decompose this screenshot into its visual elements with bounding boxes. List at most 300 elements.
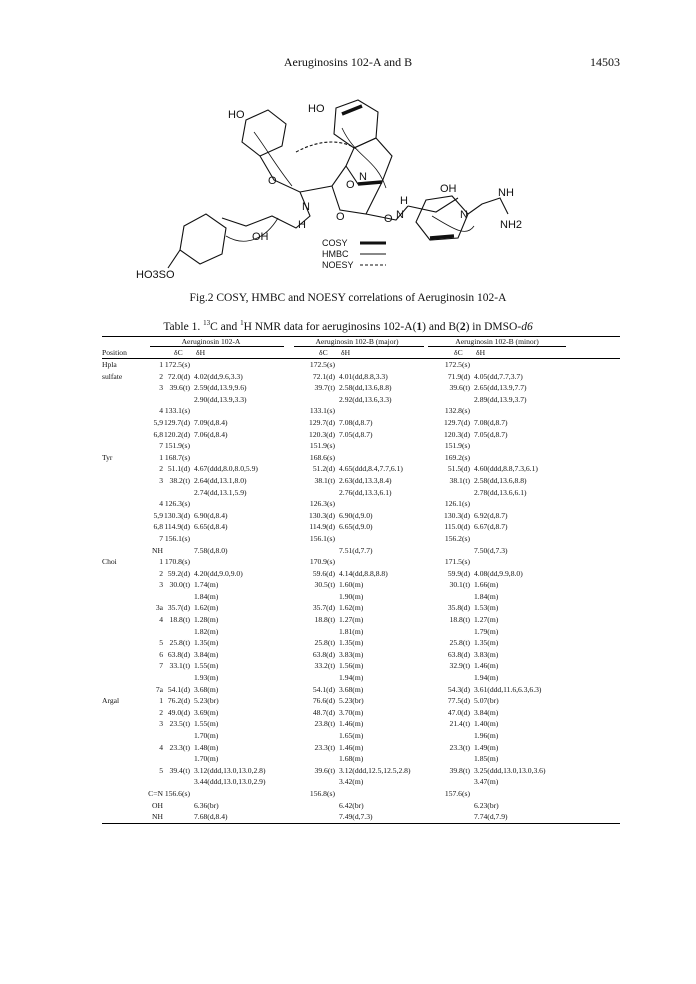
atom-n-nh1: N bbox=[302, 201, 310, 213]
cell-dc-102b-major: 33.2(t) bbox=[314, 661, 335, 671]
cell-dh-102b-minor: 5.07(br) bbox=[474, 696, 499, 706]
cell-dh-102a: 3.68(m) bbox=[194, 684, 219, 694]
group-header-102b-minor: Aeruginosin 102-B (minor) bbox=[455, 337, 539, 346]
cell-dc-102a: 59.2(d) bbox=[167, 568, 190, 578]
cell-dh-102b-major: 7.51(d,7.7) bbox=[339, 545, 373, 555]
cell-dh-102b-major: 1.46(m) bbox=[339, 742, 364, 752]
cell-dh-102b-major: 3.42(m) bbox=[339, 777, 364, 787]
cell-dc-102b-minor: 71.9(d) bbox=[447, 371, 470, 381]
cell-dh-102a: 4.20(dd,9.0,9.0) bbox=[194, 568, 243, 578]
cell-dc-102a: 133.1(s) bbox=[164, 406, 190, 416]
cell-dh-102b-major: 2.58(dd,13.6,8.8) bbox=[339, 383, 392, 393]
cell-dh-102a: 6.65(d,8.4) bbox=[194, 522, 228, 532]
cell-dh-102b-minor: 1.85(m) bbox=[474, 754, 499, 764]
cell-dh-102b-major: 1.65(m) bbox=[339, 731, 364, 740]
table-row bbox=[102, 440, 620, 452]
cell-dc-102b-minor: 39.8(t) bbox=[449, 765, 470, 775]
cell-dh-102b-major: 1.60(m) bbox=[339, 580, 364, 590]
table-row bbox=[102, 359, 620, 371]
table-bottom-rule bbox=[102, 823, 620, 824]
table-row bbox=[102, 718, 620, 730]
cell-dc-102a: 130.3(d) bbox=[164, 510, 190, 520]
cell-dc-102b-minor: 77.5(d) bbox=[447, 696, 470, 706]
cell-dc-102b-major: 114.9(d) bbox=[309, 522, 335, 532]
cell-dh-102b-minor: 1.35(m) bbox=[474, 638, 499, 648]
cell-position: 2 bbox=[159, 568, 163, 578]
cell-dh-102b-major: 7.49(d,7.3) bbox=[339, 812, 373, 822]
atom-o-4: O bbox=[384, 213, 393, 225]
table-row bbox=[102, 788, 620, 800]
cell-dh-102a: 1.70(m) bbox=[194, 754, 219, 764]
cell-dh-102b-major: 6.42(br) bbox=[339, 800, 364, 810]
header-dh-2: δH bbox=[341, 348, 351, 357]
cell-dh-102b-major: 3.68(m) bbox=[339, 684, 364, 694]
cell-dc-102b-major: 51.2(d) bbox=[312, 464, 335, 474]
atom-n-argal: N bbox=[460, 209, 468, 221]
cell-dc-102b-minor: 38.1(t) bbox=[449, 475, 470, 485]
header-position: Position bbox=[102, 348, 127, 357]
atom-ho-right: HO bbox=[308, 103, 325, 115]
atom-oh-left: OH bbox=[252, 231, 269, 243]
atom-n-pro: N bbox=[359, 171, 367, 183]
legend-hmbc-label: HMBC bbox=[322, 249, 349, 259]
cell-dh-102b-major: 3.70(m) bbox=[339, 707, 364, 717]
atom-o-3: O bbox=[336, 211, 345, 223]
cell-dc-102b-major: 129.7(d) bbox=[309, 417, 335, 427]
legend-noesy-label: NOESY bbox=[322, 260, 354, 270]
cell-dh-102a: 2.74(dd,13.1,5.9) bbox=[194, 487, 247, 497]
atom-n-nh2: N bbox=[396, 209, 404, 221]
cell-position: 5,9 bbox=[153, 417, 163, 427]
cell-dc-102b-major: 170.9(s) bbox=[309, 557, 335, 567]
cell-dc-102b-minor: 115.0(d) bbox=[444, 522, 470, 532]
table-row bbox=[102, 452, 620, 464]
cell-dh-102a: 1.84(m) bbox=[194, 591, 219, 601]
cell-position: 7 bbox=[159, 533, 163, 543]
cell-dh-102b-minor: 4.05(dd,7.7,3.7) bbox=[474, 371, 523, 381]
cell-dc-102b-minor: 157.6(s) bbox=[444, 788, 470, 798]
cell-position: 6,8 bbox=[153, 429, 163, 439]
table-row bbox=[102, 533, 620, 545]
cell-dc-102b-major: 18.8(t) bbox=[314, 615, 335, 625]
cell-dc-102b-minor: 172.5(s) bbox=[444, 360, 470, 369]
cell-position: 6,8 bbox=[153, 522, 163, 532]
cell-dc-102b-minor: 156.2(s) bbox=[444, 533, 470, 543]
sulfate-bond bbox=[168, 250, 180, 268]
cell-dh-102b-minor: 1.94(m) bbox=[474, 673, 499, 683]
cell-dh-102a: 1.82(m) bbox=[194, 626, 219, 636]
cell-dc-102a: 114.9(d) bbox=[164, 522, 190, 532]
atom-oh-right: OH bbox=[440, 183, 457, 195]
cell-dh-102b-major: 2.76(dd,13.3,6.1) bbox=[339, 487, 392, 497]
cell-dc-102a: 172.5(s) bbox=[164, 360, 190, 369]
cell-dc-102b-minor: 63.8(d) bbox=[447, 649, 470, 659]
cell-dh-102b-minor: 3.25(ddd,13.0,13.0,3.6) bbox=[474, 765, 546, 775]
table-row bbox=[102, 591, 620, 603]
cell-dh-102a: 2.64(dd,13.1,8.0) bbox=[194, 475, 247, 485]
cell-dh-102a: 1.55(m) bbox=[194, 661, 219, 671]
cell-dh-102b-minor: 1.49(m) bbox=[474, 742, 499, 752]
cell-dc-102a: 51.1(d) bbox=[167, 464, 190, 474]
cell-dc-102a: 23.3(t) bbox=[169, 742, 190, 752]
table-row bbox=[102, 521, 620, 533]
argal-chain bbox=[408, 198, 458, 212]
header-dh-1: δH bbox=[196, 348, 206, 357]
cell-position: 5,9 bbox=[153, 510, 163, 520]
cell-dh-102a: 7.09(d,8.4) bbox=[194, 417, 228, 427]
table-row bbox=[102, 405, 620, 417]
cell-dh-102a: 4.02(dd,9.6,3.3) bbox=[194, 371, 243, 381]
header-dc-3: δC bbox=[454, 348, 463, 357]
cell-dh-102b-major: 6.65(d,9.0) bbox=[339, 522, 373, 532]
cell-dh-102b-minor: 1.46(m) bbox=[474, 661, 499, 671]
cell-dc-102b-minor: 30.1(t) bbox=[449, 580, 470, 590]
cell-dc-102a: 129.7(d) bbox=[164, 417, 190, 427]
cell-dc-102b-major: 76.6(d) bbox=[312, 696, 335, 706]
table-row bbox=[102, 579, 620, 591]
cell-dc-102b-major: 23.8(t) bbox=[314, 719, 335, 729]
table-row bbox=[102, 371, 620, 383]
table-row bbox=[102, 660, 620, 672]
cell-position: 3a bbox=[155, 603, 163, 613]
cell-dh-102b-major: 6.90(d,9.0) bbox=[339, 510, 373, 520]
cell-dh-102b-major: 7.08(d,8.7) bbox=[339, 417, 373, 427]
table-sub-header bbox=[102, 347, 620, 358]
cell-dc-102b-minor: 47.0(d) bbox=[447, 707, 470, 717]
cell-dh-102b-minor: 1.96(m) bbox=[474, 731, 499, 740]
table-row bbox=[102, 498, 620, 510]
cell-dc-102b-minor: 51.5(d) bbox=[447, 464, 470, 474]
nmr-table bbox=[102, 336, 620, 824]
table-row bbox=[102, 602, 620, 614]
cell-dh-102b-minor: 7.50(d,7.3) bbox=[474, 545, 508, 555]
cell-position: 5 bbox=[159, 765, 163, 775]
cell-dh-102b-major: 1.35(m) bbox=[339, 638, 364, 648]
atom-o-2: O bbox=[346, 179, 355, 191]
cell-dc-102b-major: 54.1(d) bbox=[312, 684, 335, 694]
cell-dc-102a: 156.1(s) bbox=[164, 533, 190, 543]
cell-dh-102b-major: 1.68(m) bbox=[339, 754, 364, 764]
table-row bbox=[102, 568, 620, 580]
cell-dh-102b-minor: 7.74(d,7.9) bbox=[474, 812, 508, 822]
cell-dh-102a: 7.06(d,8.4) bbox=[194, 429, 228, 439]
cell-residue: Tyr bbox=[102, 452, 113, 462]
cell-dh-102b-minor: 2.58(dd,13.6,8.8) bbox=[474, 475, 527, 485]
running-title: Aeruginosins 102-A and B bbox=[283, 55, 413, 69]
cell-dc-102a: 170.8(s) bbox=[164, 557, 190, 567]
cell-dh-102a: 7.58(d,8.0) bbox=[194, 545, 228, 555]
cell-dh-102b-major: 1.27(m) bbox=[339, 615, 364, 625]
cell-dh-102b-minor: 6.23(br) bbox=[474, 800, 499, 810]
cell-dh-102b-major: 1.56(m) bbox=[339, 661, 364, 671]
cell-dc-102b-major: 72.1(d) bbox=[312, 371, 335, 381]
cell-position: 4 bbox=[159, 406, 163, 416]
cell-dh-102b-major: 4.65(ddd,8.4,7.7,6.1) bbox=[339, 464, 403, 474]
cell-dc-102b-minor: 171.5(s) bbox=[444, 557, 470, 567]
table-row bbox=[102, 475, 620, 487]
cell-dc-102b-major: 30.5(t) bbox=[314, 580, 335, 590]
cell-dc-102a: 25.8(t) bbox=[169, 638, 190, 648]
cell-position: 7 bbox=[159, 441, 163, 451]
cell-dc-102b-major: 156.1(s) bbox=[309, 533, 335, 543]
cell-dc-102b-minor: 59.9(d) bbox=[447, 568, 470, 578]
cell-dh-102a: 1.28(m) bbox=[194, 615, 219, 625]
cell-dh-102b-minor: 4.08(dd,9.9,8.0) bbox=[474, 568, 523, 578]
table-row bbox=[102, 394, 620, 406]
cell-dc-102b-minor: 32.9(t) bbox=[449, 661, 470, 671]
cell-dc-102b-minor: 18.8(t) bbox=[449, 615, 470, 625]
cell-position: 1 bbox=[159, 360, 163, 369]
cell-position: 3 bbox=[159, 475, 163, 485]
cell-residue: sulfate bbox=[102, 371, 123, 381]
table-title: Table 1. $^{13}$C and $^1$H NMR data for aeruginosins 102-A(1) and B(2) in DMSO-d6 bbox=[163, 319, 533, 333]
atom-h-nh1: H bbox=[298, 219, 306, 231]
cell-dh-102a: 3.84(m) bbox=[194, 649, 219, 659]
cell-position: 3 bbox=[159, 719, 163, 729]
cell-dc-102b-minor: 151.9(s) bbox=[444, 441, 470, 451]
atom-ho-left: HO bbox=[228, 109, 245, 121]
guanidine bbox=[468, 198, 508, 214]
table-body bbox=[102, 359, 620, 823]
cell-position: 2 bbox=[159, 371, 163, 381]
atom-o-1: O bbox=[268, 175, 277, 187]
cell-dh-102b-major: 5.23(br) bbox=[339, 696, 364, 706]
cell-dc-102b-major: 151.9(s) bbox=[309, 441, 335, 451]
cell-dh-102a: 6.90(d,8.4) bbox=[194, 510, 228, 520]
header-dh-3: δH bbox=[476, 348, 486, 357]
cell-dh-102a: 2.90(dd,13.9,3.3) bbox=[194, 394, 247, 404]
cell-dc-102b-minor: 39.6(t) bbox=[449, 383, 470, 393]
legend-cosy-label: COSY bbox=[322, 238, 348, 248]
cell-dc-102a: 33.1(t) bbox=[169, 661, 190, 671]
cell-dh-102b-major: 2.92(dd,13.6,3.3) bbox=[339, 394, 392, 404]
cell-dh-102a: 3.69(m) bbox=[194, 707, 219, 717]
cell-dh-102b-major: 1.94(m) bbox=[339, 673, 364, 683]
table-row bbox=[102, 382, 620, 394]
atom-nh: NH bbox=[498, 187, 514, 199]
cell-dh-102b-major: 1.81(m) bbox=[339, 626, 364, 636]
cell-dh-102a: 1.62(m) bbox=[194, 603, 219, 613]
cell-dc-102a: 151.9(s) bbox=[164, 441, 190, 451]
table-row bbox=[102, 776, 620, 788]
cell-dc-102b-minor: 132.8(s) bbox=[444, 406, 470, 416]
cell-dh-102b-major: 1.90(m) bbox=[339, 591, 364, 601]
table-row bbox=[102, 730, 620, 742]
cell-dh-102b-minor: 3.47(m) bbox=[474, 777, 499, 787]
cell-dc-102b-major: 48.7(d) bbox=[312, 707, 335, 717]
table-row bbox=[102, 707, 620, 719]
cell-dc-102b-major: 25.8(t) bbox=[314, 638, 335, 648]
cell-dc-102a: 72.0(d) bbox=[167, 371, 190, 381]
table-row bbox=[102, 800, 620, 812]
cell-dh-102a: 6.36(br) bbox=[194, 800, 219, 810]
cell-dh-102a: 7.68(d,8.4) bbox=[194, 812, 228, 822]
cell-dh-102b-minor: 1.53(m) bbox=[474, 603, 499, 613]
cell-residue: Hpla bbox=[102, 360, 117, 369]
cell-dc-102a: 30.0(t) bbox=[169, 580, 190, 590]
cell-dc-102b-major: 126.3(s) bbox=[309, 499, 335, 509]
cell-dc-102a: 39.6(t) bbox=[169, 383, 190, 393]
cell-position: 4 bbox=[159, 499, 163, 509]
cell-dc-102b-major: 133.1(s) bbox=[309, 406, 335, 416]
table-row bbox=[102, 649, 620, 661]
cell-dc-102a: 126.3(s) bbox=[164, 499, 190, 509]
backbone bbox=[222, 156, 310, 228]
table-row bbox=[102, 765, 620, 777]
cell-dc-102b-major: 156.8(s) bbox=[309, 788, 335, 798]
cell-dh-102a: 1.74(m) bbox=[194, 580, 219, 590]
cell-position: 1 bbox=[159, 696, 163, 706]
table-row bbox=[102, 417, 620, 429]
cell-dc-102a: 23.5(t) bbox=[169, 719, 190, 729]
cell-dc-102b-major: 39.6(t) bbox=[314, 765, 335, 775]
cell-dh-102b-minor: 2.89(dd,13.9,3.7) bbox=[474, 394, 527, 404]
table-row bbox=[102, 626, 620, 638]
cell-position: NH bbox=[152, 545, 163, 555]
table-row bbox=[102, 487, 620, 499]
cell-dh-102a: 2.59(dd,13.9,9.6) bbox=[194, 383, 247, 393]
cell-dc-102a: 156.6(s) bbox=[164, 788, 190, 798]
cell-dc-102b-major: 38.1(t) bbox=[314, 475, 335, 485]
cell-position: 1 bbox=[159, 557, 163, 567]
backbone-2 bbox=[300, 166, 346, 192]
cell-dh-102b-minor: 1.84(m) bbox=[474, 591, 499, 601]
cell-dc-102b-major: 23.3(t) bbox=[314, 742, 335, 752]
cell-residue: Choi bbox=[102, 557, 117, 567]
cell-dh-102b-major: 1.46(m) bbox=[339, 719, 364, 729]
backbone-3 bbox=[332, 182, 382, 214]
structure-figure bbox=[96, 88, 596, 288]
cell-position: 6 bbox=[159, 649, 163, 659]
cell-position: 1 bbox=[159, 452, 163, 462]
cell-dh-102b-minor: 6.67(d,8.7) bbox=[474, 522, 508, 532]
cell-dc-102b-minor: 129.7(d) bbox=[444, 417, 470, 427]
cell-dh-102b-major: 2.63(dd,13.3,8.4) bbox=[339, 475, 392, 485]
table-row bbox=[102, 556, 620, 568]
aeruginosin-structure-diagram bbox=[96, 88, 596, 288]
table-row bbox=[102, 811, 620, 823]
cell-dh-102b-major: 3.12(ddd,12.5,12.5,2.8) bbox=[339, 765, 411, 775]
cell-dc-102b-minor: 126.1(s) bbox=[444, 499, 470, 509]
cell-dc-102b-major: 63.8(d) bbox=[312, 649, 335, 659]
tyr-ring bbox=[242, 110, 286, 156]
cell-dc-102b-major: 172.5(s) bbox=[309, 360, 335, 369]
page-header bbox=[0, 55, 696, 71]
cell-dh-102b-minor: 7.08(d,8.7) bbox=[474, 417, 508, 427]
cell-dh-102b-major: 4.01(dd,8.8,3.3) bbox=[339, 371, 388, 381]
cell-dc-102a: 38.2(t) bbox=[169, 475, 190, 485]
cell-dh-102b-minor: 1.66(m) bbox=[474, 580, 499, 590]
cell-position: OH bbox=[152, 800, 163, 810]
cell-dc-102b-minor: 23.3(t) bbox=[449, 742, 470, 752]
cell-dc-102b-minor: 169.2(s) bbox=[444, 452, 470, 462]
cell-dc-102b-major: 130.3(d) bbox=[309, 510, 335, 520]
cell-dc-102a: 39.4(t) bbox=[169, 765, 190, 775]
cell-dc-102b-major: 120.3(d) bbox=[309, 429, 335, 439]
cell-dh-102b-minor: 7.05(d,8.7) bbox=[474, 429, 508, 439]
cell-dh-102b-minor: 2.78(dd,13.6,6.1) bbox=[474, 487, 527, 497]
table-row bbox=[102, 753, 620, 765]
cell-dc-102a: 63.8(d) bbox=[167, 649, 190, 659]
page-number: 14503 bbox=[590, 55, 620, 69]
cell-dh-102a: 5.23(br) bbox=[194, 696, 219, 706]
cell-position: 5 bbox=[159, 638, 163, 648]
cell-position: 7 bbox=[159, 661, 163, 671]
cell-dc-102a: 18.8(t) bbox=[169, 615, 190, 625]
group-header-102a: Aeruginosin 102-A bbox=[181, 337, 241, 346]
cell-dh-102b-minor: 3.61(ddd,11.6,6.3,6.3) bbox=[474, 684, 542, 694]
cell-dc-102a: 168.7(s) bbox=[164, 452, 190, 462]
cell-dh-102b-major: 1.62(m) bbox=[339, 603, 364, 613]
table-row bbox=[102, 684, 620, 696]
cell-dh-102a: 1.93(m) bbox=[194, 673, 219, 683]
cell-position: 3 bbox=[159, 383, 163, 393]
cell-dh-102a: 1.35(m) bbox=[194, 638, 219, 648]
cell-dc-102a: 35.7(d) bbox=[167, 603, 190, 613]
cell-dc-102b-minor: 130.3(d) bbox=[444, 510, 470, 520]
cell-dh-102b-major: 7.05(d,8.7) bbox=[339, 429, 373, 439]
table-row bbox=[102, 429, 620, 441]
table-row bbox=[102, 463, 620, 475]
cell-dh-102a: 1.70(m) bbox=[194, 731, 219, 740]
cell-dc-102b-minor: 35.8(d) bbox=[447, 603, 470, 613]
cell-position: 2 bbox=[159, 707, 163, 717]
cell-dh-102b-major: 4.14(dd,8.8,8.8) bbox=[339, 568, 388, 578]
table-row bbox=[102, 637, 620, 649]
cell-position: 4 bbox=[159, 615, 163, 625]
cell-dc-102b-minor: 54.3(d) bbox=[447, 684, 470, 694]
cell-dc-102a: 49.0(d) bbox=[167, 707, 190, 717]
cell-position: 3 bbox=[159, 580, 163, 590]
cell-dh-102a: 4.67(ddd,8.0,8.0,5.9) bbox=[194, 464, 258, 474]
atom-ho3so: HO3SO bbox=[136, 269, 175, 281]
cell-dh-102b-major: 3.83(m) bbox=[339, 649, 364, 659]
figure-caption: Fig.2 COSY, HMBC and NOESY correlations of Aeruginosin 102-A bbox=[189, 292, 507, 304]
cell-dh-102b-minor: 1.79(m) bbox=[474, 626, 499, 636]
table-row bbox=[102, 742, 620, 754]
cell-dc-102b-minor: 120.3(d) bbox=[444, 429, 470, 439]
cell-position: 4 bbox=[159, 742, 163, 752]
table-group-headers bbox=[102, 337, 620, 347]
cell-dc-102a: 120.2(d) bbox=[164, 429, 190, 439]
atom-h-nh2: H bbox=[400, 195, 408, 207]
cell-dh-102a: 1.48(m) bbox=[194, 742, 219, 752]
cell-dh-102b-minor: 1.27(m) bbox=[474, 615, 499, 625]
hpla-ring bbox=[180, 214, 226, 264]
cell-dc-102b-major: 168.6(s) bbox=[309, 452, 335, 462]
cell-dh-102b-minor: 2.65(dd,13.9,7.7) bbox=[474, 383, 527, 393]
cell-dc-102b-major: 59.6(d) bbox=[312, 568, 335, 578]
cell-dh-102b-minor: 3.84(m) bbox=[474, 707, 499, 717]
cell-dh-102b-minor: 6.92(d,8.7) bbox=[474, 510, 508, 520]
cell-dc-102a: 76.2(d) bbox=[167, 696, 190, 706]
table-row bbox=[102, 695, 620, 707]
cell-dh-102b-minor: 4.60(ddd,8.8,7.3,6.1) bbox=[474, 464, 538, 474]
cell-position: C=N bbox=[148, 788, 163, 798]
cell-residue: Argal bbox=[102, 696, 120, 706]
cell-position: NH bbox=[152, 812, 163, 822]
cell-dc-102b-major: 35.7(d) bbox=[312, 603, 335, 613]
table-row bbox=[102, 510, 620, 522]
cell-position: 2 bbox=[159, 464, 163, 474]
table-row bbox=[102, 672, 620, 684]
cell-dc-102a: 54.1(d) bbox=[167, 684, 190, 694]
cell-dh-102b-minor: 3.83(m) bbox=[474, 649, 499, 659]
header-dc-1: δC bbox=[174, 348, 183, 357]
header-dc-2: δC bbox=[319, 348, 328, 357]
atom-nh2: NH2 bbox=[500, 219, 523, 231]
cell-dh-102b-minor: 1.40(m) bbox=[474, 719, 499, 729]
